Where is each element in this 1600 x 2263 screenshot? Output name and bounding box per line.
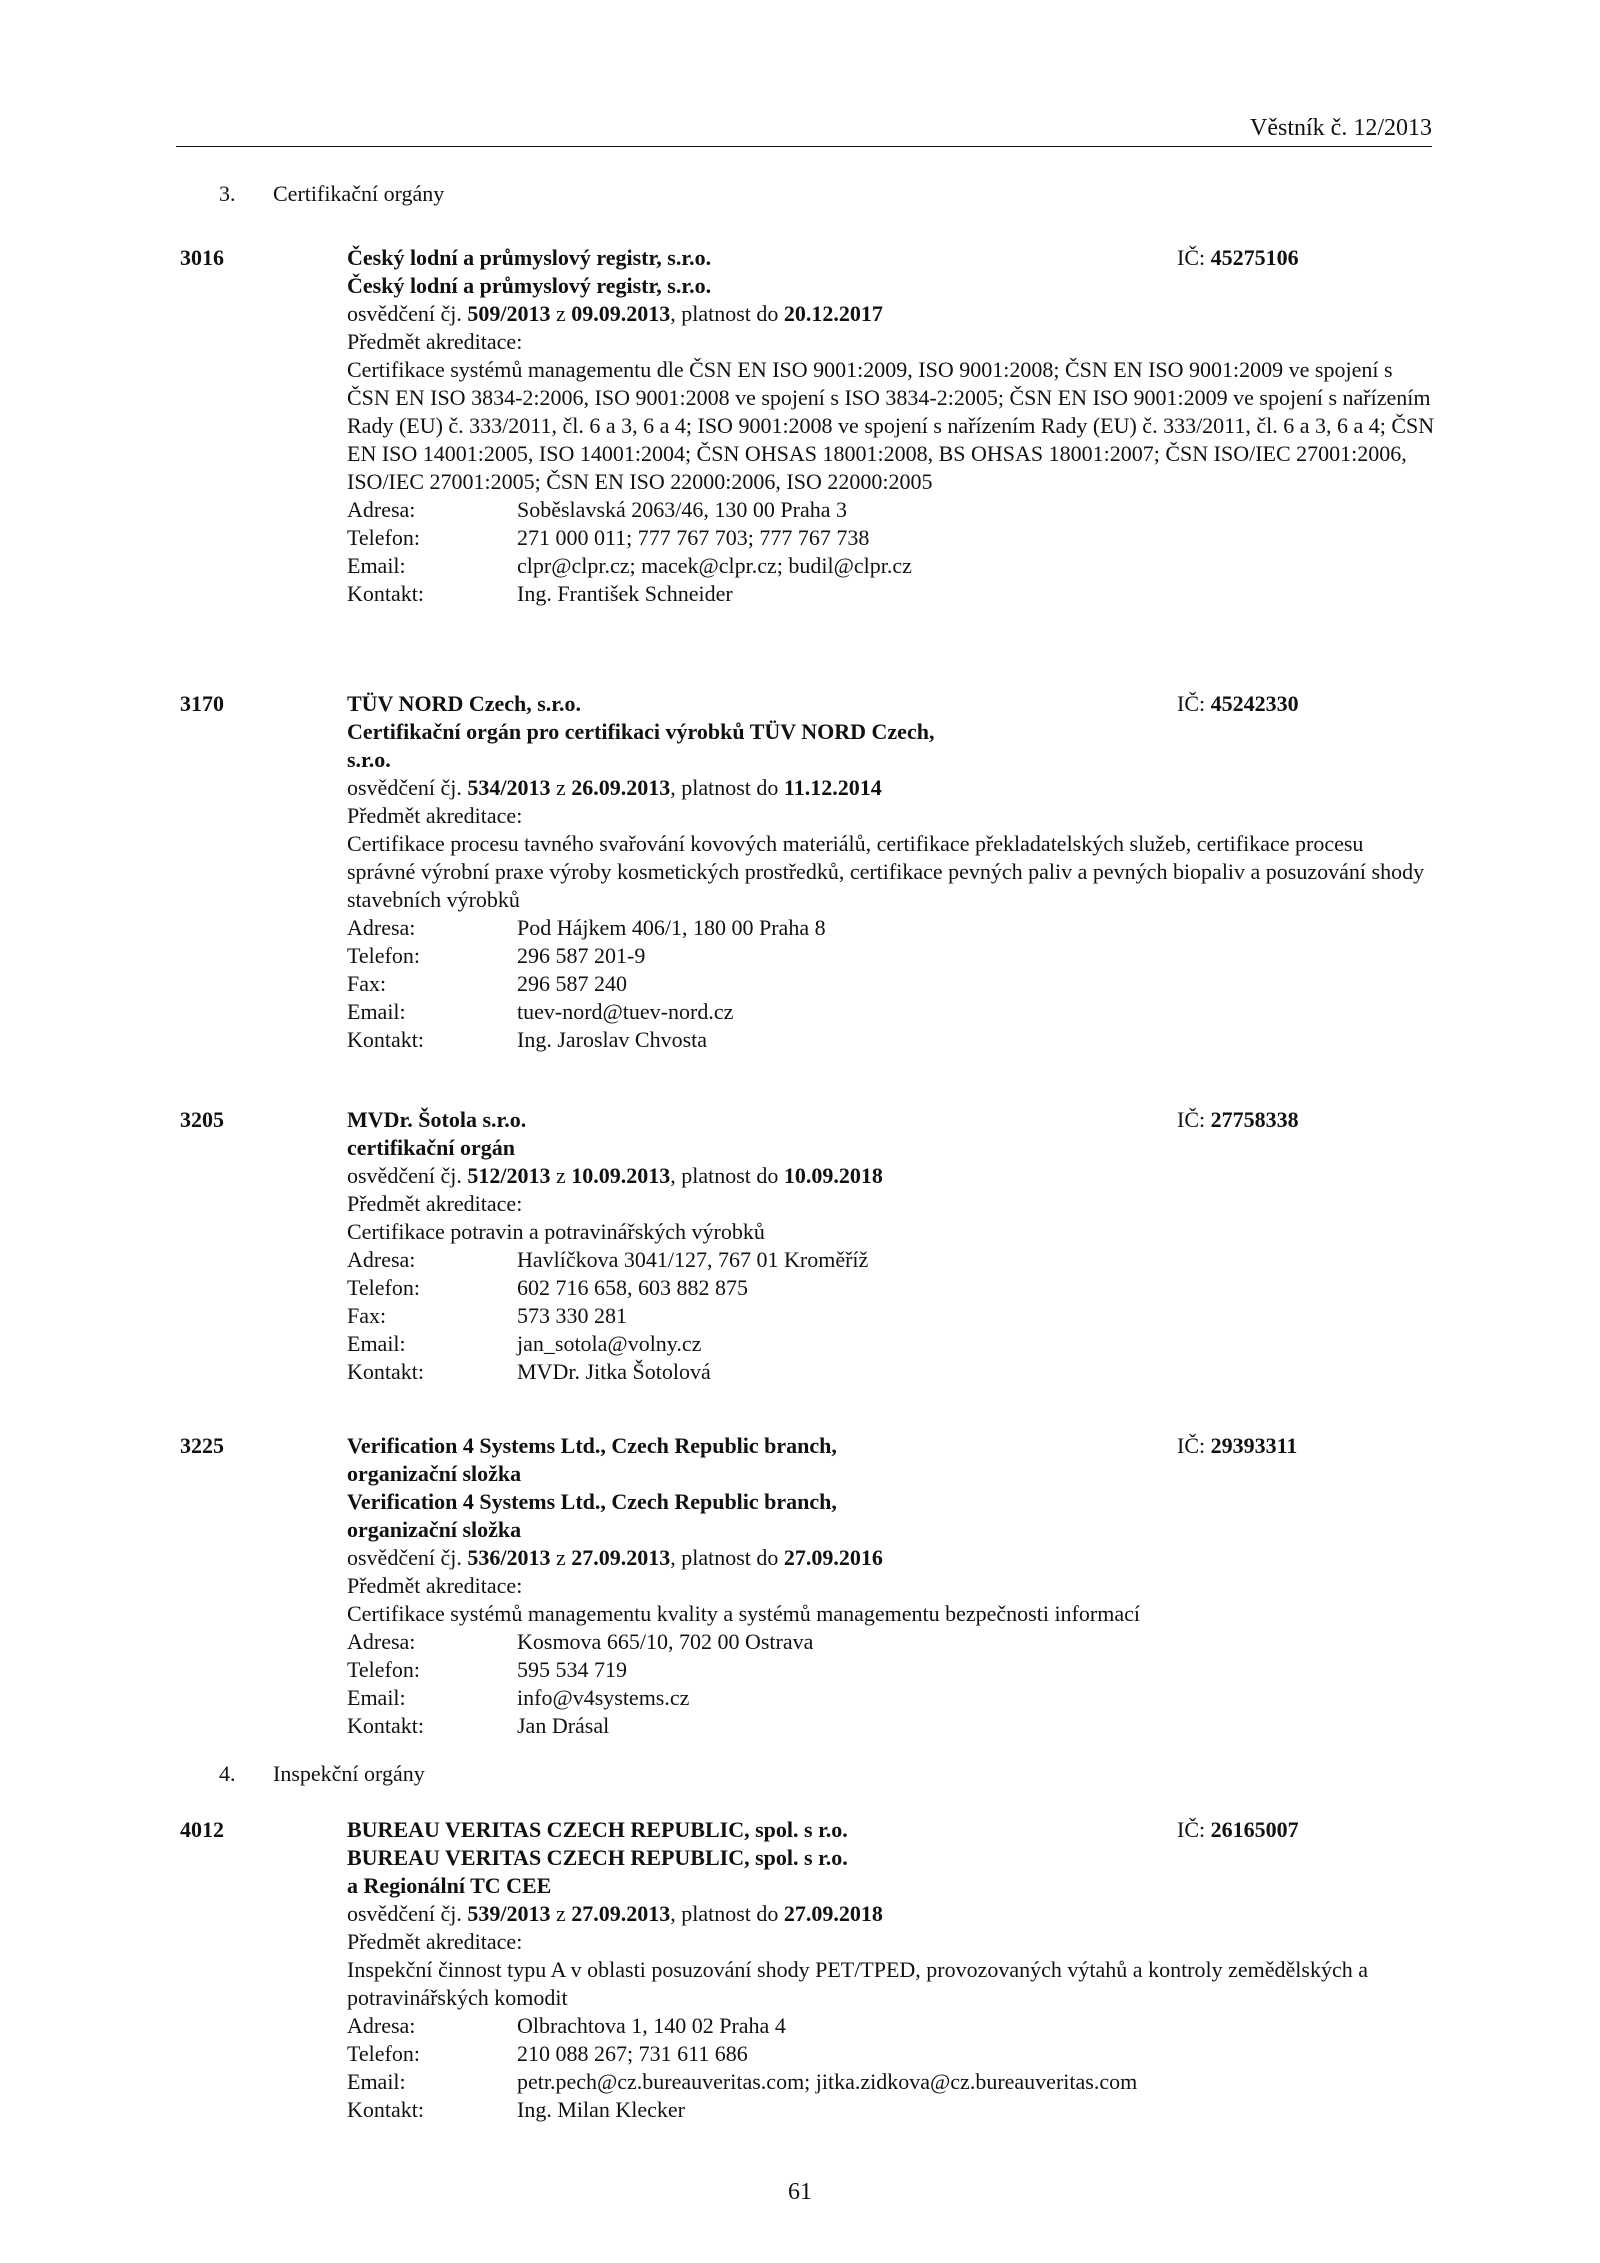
contact-row-address: Adresa: Pod Hájkem 406/1, 180 00 Praha 8 [347, 915, 826, 940]
section-title: Inspekční orgány [273, 1761, 425, 1786]
contact-row-email: Email: petr.pech@cz.bureauveritas.com; jitka.zidkova@cz.bureauveritas.com [347, 2069, 1138, 2094]
section-number: 3. [219, 181, 236, 206]
entry-code: 3225 [180, 1433, 224, 1458]
entry-code: 3170 [180, 691, 224, 716]
contact-row-address: Adresa: Havlíčkova 3041/127, 767 01 Kroměříž [347, 1247, 869, 1272]
header-rule [176, 146, 1432, 147]
entry-code: 3205 [180, 1107, 224, 1132]
section-heading-inspekcni [219, 1760, 425, 1788]
contact-row-person: Kontakt: MVDr. Jitka Šotolová [347, 1359, 711, 1384]
subject-label: Předmět akreditace: [347, 1929, 523, 1954]
contact-row-person: Kontakt: Jan Drásal [347, 1713, 610, 1738]
certificate-line: osvědčení čj. 539/2013 z 27.09.2013, platnost do 27.09.2018 [347, 1901, 883, 1926]
certificate-line: osvědčení čj. 509/2013 z 09.09.2013, platnost do 20.12.2017 [347, 301, 883, 326]
subject-text: Certifikace systémů managementu kvality a systémů managementu bezpečnosti informací [347, 1601, 1140, 1626]
ic-number: IČ: 45275106 [1177, 245, 1299, 270]
ic-number: IČ: 29393311 [1177, 1433, 1298, 1458]
contact-row-person: Kontakt: Ing. Milan Klecker [347, 2097, 685, 2122]
contact-row-email: Email: jan_sotola@volny.cz [347, 1331, 702, 1356]
entry-code: 4012 [180, 1817, 224, 1842]
subject-text: Certifikace procesu tavného svařování kovových materiálů, certifikace překladatelských služeb, certifikace procesu správné výrobní praxe výroby kosmetických prostředků, certifikace pevných paliv a pevných biopaliv a posuzování shody stavebních výrobků [347, 831, 1425, 912]
ic-number: IČ: 45242330 [1177, 691, 1299, 716]
contact-row-address: Adresa: Soběslavská 2063/46, 130 00 Praha 3 [347, 497, 847, 522]
contact-row-phone: Telefon: 271 000 011; 777 767 703; 777 767 738 [347, 525, 870, 550]
section-heading-certifikacni [219, 180, 444, 208]
subject-label: Předmět akreditace: [347, 1191, 523, 1216]
contact-row-fax: Fax: 296 587 240 [347, 971, 627, 996]
contact-row-person: Kontakt: Ing. Jaroslav Chvosta [347, 1027, 708, 1052]
contact-row-phone: Telefon: 602 716 658, 603 882 875 [347, 1275, 748, 1300]
section-title: Certifikační orgány [273, 181, 445, 206]
contact-row-email: Email: clpr@clpr.cz; macek@clpr.cz; budil@clpr.cz [347, 553, 912, 578]
entry-name: Verification 4 Systems Ltd., Czech Republic branch, organizační složka Verification 4 Systems Ltd., Czech Republic branch, organizační složka [347, 1433, 837, 1542]
subject-label: Předmět akreditace: [347, 329, 523, 354]
page-number: 61 [788, 2179, 812, 2205]
contact-row-phone: Telefon: 595 534 719 [347, 1657, 627, 1682]
section-number: 4. [219, 1761, 236, 1786]
ic-number: IČ: 27758338 [1177, 1107, 1299, 1132]
contact-row-fax: Fax: 573 330 281 [347, 1303, 627, 1328]
subject-text: Certifikace systémů managementu dle ČSN EN ISO 9001:2009, ISO 9001:2008; ČSN EN ISO 9001:2009 ve spojení s ČSN EN ISO 3834-2:2006, ISO 9001:2008 ve spojení s ISO 3834-2:2005; ČSN EN ISO 9001:2009 ve spojení s nařízením Rady (EU) č. 333/2011, čl. 6 a 3, 6 a 4; ISO 9001:2008 ve spojení s nařízením Rady (EU) č. 333/2011, čl. 6 a 3, 6 a 4; ČSN EN ISO 14001:2005, ISO 14001:2004; ČSN OHSAS 18001:2008, BS OHSAS 18001:2007; ČSN ISO/IEC 27001:2006, ISO/IEC 27001:2005; ČSN EN ISO 22000:2006, ISO 22000:2005 [347, 357, 1435, 494]
subject-text: Certifikace potravin a potravinářských výrobků [347, 1219, 765, 1244]
contact-row-address: Adresa: Olbrachtova 1, 140 02 Praha 4 [347, 2013, 786, 2038]
certificate-line: osvědčení čj. 512/2013 z 10.09.2013, platnost do 10.09.2018 [347, 1163, 883, 1188]
page-header-title: Věstník č. 12/2013 [1250, 115, 1432, 141]
ic-number: IČ: 26165007 [1177, 1817, 1299, 1842]
contact-row-email: Email: tuev-nord@tuev-nord.cz [347, 999, 734, 1024]
certificate-line: osvědčení čj. 536/2013 z 27.09.2013, platnost do 27.09.2016 [347, 1545, 883, 1570]
contact-row-phone: Telefon: 296 587 201-9 [347, 943, 646, 968]
entry-code: 3016 [180, 245, 224, 270]
contact-row-person: Kontakt: Ing. František Schneider [347, 581, 733, 606]
certificate-line: osvědčení čj. 534/2013 z 26.09.2013, platnost do 11.12.2014 [347, 775, 882, 800]
entry-name: Český lodní a průmyslový registr, s.r.o. Český lodní a průmyslový registr, s.r.o. [347, 245, 712, 298]
subject-text: Inspekční činnost typu A v oblasti posuzování shody PET/TPED, provozovaných výtahů a kontroly zemědělských a potravinářských komodit [347, 1957, 1368, 2010]
entry-name: TÜV NORD Czech, s.r.o. Certifikační orgán pro certifikaci výrobků TÜV NORD Czech, s.r.o. [347, 691, 935, 772]
contact-row-email: Email: info@v4systems.cz [347, 1685, 690, 1710]
contact-row-address: Adresa: Kosmova 665/10, 702 00 Ostrava [347, 1629, 814, 1654]
entry-name: BUREAU VERITAS CZECH REPUBLIC, spol. s r.o. BUREAU VERITAS CZECH REPUBLIC, spol. s r.o. a Regionální TC CEE [347, 1817, 848, 1898]
contact-row-phone: Telefon: 210 088 267; 731 611 686 [347, 2041, 748, 2066]
entry-name: MVDr. Šotola s.r.o. certifikační orgán [347, 1107, 527, 1160]
subject-label: Předmět akreditace: [347, 1573, 523, 1598]
subject-label: Předmět akreditace: [347, 803, 523, 828]
